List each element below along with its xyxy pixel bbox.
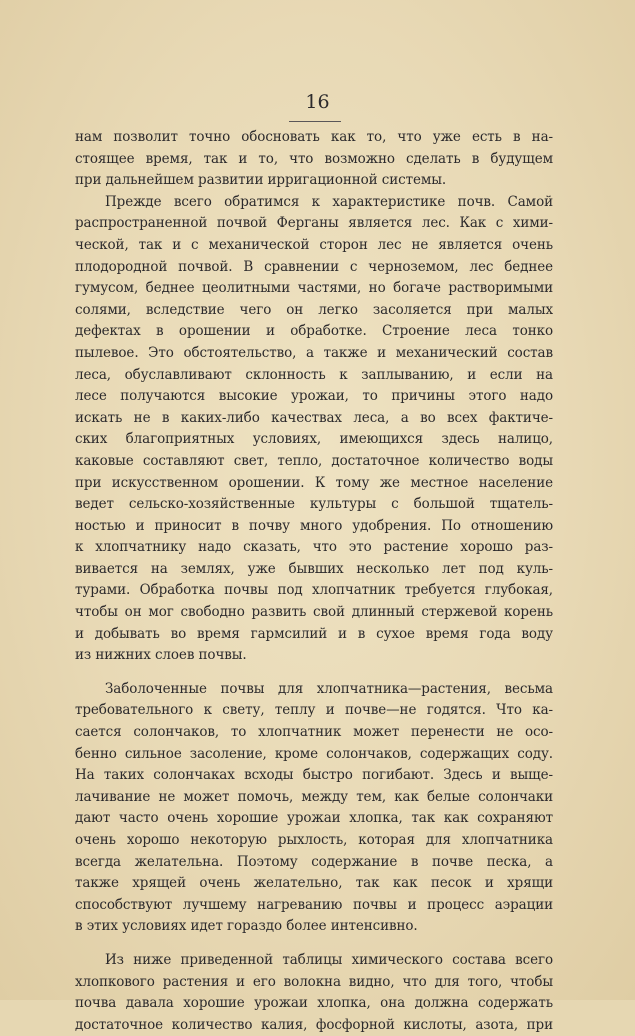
text-line: к хлопчатнику надо сказать, что это растение хорошо раз- <box>75 539 553 556</box>
text-line: нам позволит точно обосновать как то, что уже есть в на- <box>75 129 553 145</box>
text-line: Заболоченные почвы для хлопчатника—растения, весьма <box>105 680 553 697</box>
text-line: требовательного к свету, теплу и почве—не годятся. Что ка- <box>75 702 553 719</box>
text-line: всегда желательна. Поэтому содержание в почве песка, а <box>75 853 553 870</box>
text-line: Прежде всего обратимся к характеристике почв. Самой <box>105 193 553 210</box>
text-line: также хрящей очень желательно, так как песок и хрящи <box>75 875 553 892</box>
text-line: гумусом, беднее цеолитными частями, но богаче растворимыми <box>75 280 553 297</box>
text-line: искать не в каких-либо качествах леса, а во всех фактиче- <box>75 409 553 426</box>
text-line: леса, обуславливают склонность к заплыванию, и если на <box>75 366 553 383</box>
paragraph-gap <box>75 667 553 679</box>
text-line: турами. Обработка почвы под хлопчатник требуется глубокая, <box>75 582 553 599</box>
text-line: и добывать во время гармсилий и в сухое время года воду <box>75 625 553 642</box>
text-line: почва давала хорошие урожаи хлопка, она должна содержать <box>75 995 553 1012</box>
text-line: плодородной почвой. В сравнении с черноземом, лес беднее <box>75 258 553 275</box>
text-line: очень хорошо некоторую рыхлость, которая для хлопчатника <box>75 832 553 848</box>
text-line: из нижних слоев почвы. <box>75 647 247 664</box>
text-line: хлопкового растения и его волокна видно, что для того, чтобы <box>75 973 553 990</box>
text-line: ских благоприятных условиях, имеющихся здесь налицо, <box>75 431 553 448</box>
text-line: каковые составляют свет, тепло, достаточное количество воды <box>75 452 553 469</box>
paragraph-gap <box>75 938 553 950</box>
text-line: ведет сельско-хозяйственные культуры с большой тщатель- <box>75 496 553 513</box>
text-line: при дальнейшем развитии ирригационной системы. <box>75 172 447 189</box>
page-number-underline <box>289 121 341 122</box>
text-line: солями, вследствие чего он легко засоляется при малых <box>75 301 553 318</box>
text-line: Из ниже приведенной таблицы химического состава всего <box>105 951 553 968</box>
text-line: вивается на землях, уже бывших несколько лет под куль- <box>75 560 553 577</box>
paragraph <box>75 679 553 938</box>
text-line: сается солончаков, то хлопчатник может перенести не осо- <box>75 724 553 741</box>
text-line: пылевое. Это обстоятельство, а также и механический состав <box>75 344 553 361</box>
text-line: распространенной почвой Ферганы является лес. Как с хими- <box>75 215 553 232</box>
page-number: 16 <box>305 91 330 113</box>
text-line: в этих условиях идет гораздо более интенсивно. <box>75 918 418 935</box>
paragraph <box>75 950 553 1036</box>
paragraph <box>75 192 553 667</box>
text-line: способствуют лучшему нагреванию почвы и процесс аэрации <box>75 896 553 913</box>
paragraph <box>75 127 553 192</box>
text-line: ностью и приносит в почву много удобрения. По отношению <box>75 517 553 534</box>
text-line: при искусственном орошении. К тому же местное население <box>75 474 553 491</box>
text-line: стоящее время, так и то, что возможно сделать в будущем <box>75 150 553 167</box>
text-line: дают часто очень хорошие урожаи хлопка, так как сохраняют <box>75 810 553 827</box>
text-line: бенно сильное засоление, кроме солончаков, содержащих соду. <box>75 745 553 762</box>
text-line: лачивание не может помочь, между тем, как белые солончаки <box>75 788 553 805</box>
text-line: чтобы он мог свободно развить свой длинный стержевой корень <box>75 604 553 621</box>
text-line: достаточное количество калия, фосфорной кислоты, азота, при <box>75 1016 553 1033</box>
text-line: дефектах в орошении и обработке. Строение леса тонко <box>75 323 553 340</box>
text-line: лесе получаются высокие урожаи, то причины этого надо <box>75 388 553 405</box>
text-line: На таких солончаках всходы быстро погибают. Здесь и выще- <box>75 767 553 784</box>
body-text <box>75 127 553 1036</box>
text-line: ческой, так и с механической сторон лес не является очень <box>75 236 553 253</box>
